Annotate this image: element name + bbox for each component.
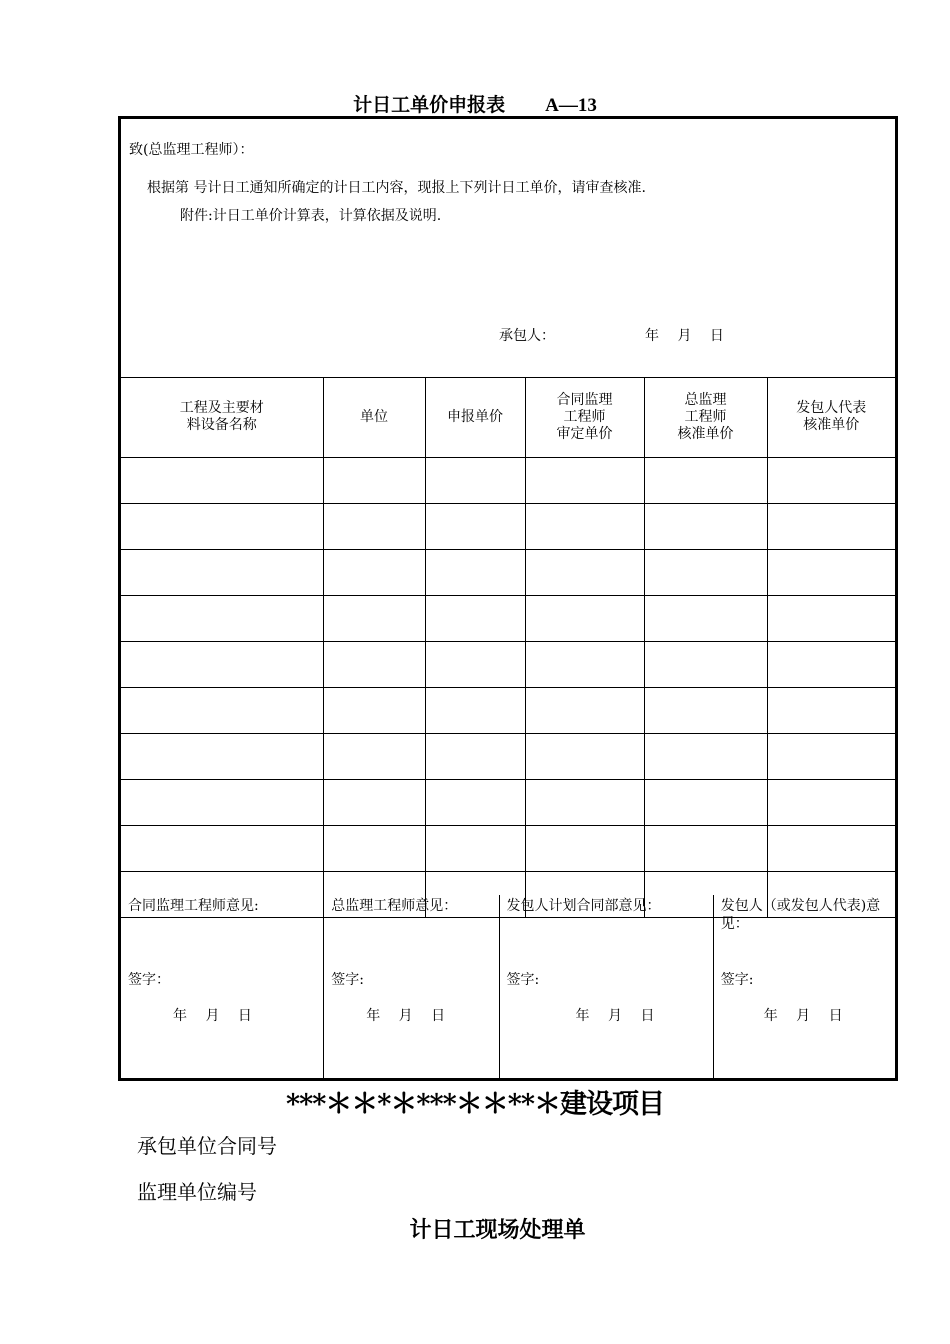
opinion-section bbox=[121, 895, 895, 1078]
table-cell[interactable] bbox=[644, 688, 767, 734]
opinion-date: 年 月 日 bbox=[173, 1008, 252, 1024]
column-header-line: 工程师 bbox=[563, 408, 606, 425]
table-row bbox=[121, 504, 895, 550]
column-header-1 bbox=[121, 377, 323, 458]
opinion-date: 年 月 日 bbox=[366, 1008, 446, 1024]
unit-price-table bbox=[121, 377, 895, 918]
table-cell[interactable] bbox=[425, 688, 525, 734]
column-header-line: 工程及主要材 bbox=[179, 400, 264, 416]
table-cell[interactable] bbox=[767, 596, 895, 642]
opinion-signature-label: 签字: bbox=[506, 972, 540, 988]
column-header-line: 申报单价 bbox=[447, 408, 503, 425]
column-header-4 bbox=[525, 377, 644, 458]
contractor-label: 承包人： bbox=[499, 328, 555, 344]
column-header-6 bbox=[767, 377, 895, 458]
table-cell[interactable] bbox=[525, 734, 644, 780]
opinion-title: 发包人（或发包人代表)意见： bbox=[720, 898, 881, 932]
table-cell[interactable] bbox=[644, 642, 767, 688]
table-row bbox=[121, 596, 895, 642]
table-cell[interactable] bbox=[323, 550, 425, 596]
addressee: 致(总监理工程师）： bbox=[129, 142, 254, 158]
table-cell[interactable] bbox=[121, 642, 323, 688]
column-header-line: 料设备名称 bbox=[186, 417, 257, 433]
contractor-signature-line bbox=[499, 325, 724, 345]
table-cell[interactable] bbox=[767, 688, 895, 734]
table-cell[interactable] bbox=[644, 596, 767, 642]
table-row bbox=[121, 734, 895, 780]
table-cell[interactable] bbox=[425, 458, 525, 504]
column-header-line: 核准单价 bbox=[803, 417, 860, 433]
opinion-box-3[interactable] bbox=[500, 895, 714, 1078]
table-cell[interactable] bbox=[425, 504, 525, 550]
supervision-number-label: 监理单位编号 bbox=[137, 1180, 257, 1204]
table-cell[interactable] bbox=[121, 734, 323, 780]
table-cell[interactable] bbox=[644, 826, 767, 872]
table-row bbox=[121, 826, 895, 872]
table-cell[interactable] bbox=[323, 780, 425, 826]
table-cell[interactable] bbox=[425, 550, 525, 596]
application-form bbox=[118, 116, 898, 1081]
form-title bbox=[0, 90, 950, 117]
table-cell[interactable] bbox=[767, 550, 895, 596]
table-cell[interactable] bbox=[323, 688, 425, 734]
table-cell[interactable] bbox=[323, 596, 425, 642]
table-cell[interactable] bbox=[525, 688, 644, 734]
table-cell[interactable] bbox=[323, 504, 425, 550]
contractor-date: 年 月 日 bbox=[645, 328, 724, 344]
table-row bbox=[121, 550, 895, 596]
opinion-title: 总监理工程师意见： bbox=[331, 898, 458, 914]
column-header-line: 合同监理 bbox=[556, 391, 613, 408]
table-cell[interactable] bbox=[525, 780, 644, 826]
column-header-3 bbox=[425, 377, 525, 458]
table-cell[interactable] bbox=[525, 596, 644, 642]
column-header-line: 单位 bbox=[360, 408, 388, 425]
table-header-row bbox=[121, 377, 895, 458]
table-cell[interactable] bbox=[425, 780, 525, 826]
opinion-signature-label: 签字: bbox=[331, 972, 364, 988]
table-cell[interactable] bbox=[121, 504, 323, 550]
table-cell[interactable] bbox=[767, 780, 895, 826]
request-text: 根据第 号计日工通知所确定的计日工内容，现报上下列计日工单价，请审查核准. bbox=[147, 180, 646, 196]
table-cell[interactable] bbox=[767, 734, 895, 780]
site-handling-title: 计日工现场处理单 bbox=[409, 1217, 586, 1243]
column-header-line: 发包人代表 bbox=[796, 400, 867, 416]
table-row bbox=[121, 458, 895, 504]
table-cell[interactable] bbox=[525, 642, 644, 688]
table-cell[interactable] bbox=[644, 550, 767, 596]
table-cell[interactable] bbox=[767, 826, 895, 872]
column-header-line: 工程师 bbox=[684, 408, 727, 425]
table-row bbox=[121, 688, 895, 734]
opinion-box-2[interactable] bbox=[324, 895, 499, 1078]
table-cell[interactable] bbox=[425, 734, 525, 780]
column-header-line: 总监理 bbox=[684, 391, 727, 408]
form-title-text: 计日工单价申报表 bbox=[353, 94, 506, 116]
table-cell[interactable] bbox=[525, 550, 644, 596]
project-title: ***＊＊*＊***＊＊**＊建设项目 bbox=[285, 1089, 665, 1120]
request-section bbox=[121, 119, 895, 378]
table-cell[interactable] bbox=[767, 458, 895, 504]
table-cell[interactable] bbox=[323, 458, 425, 504]
table-cell[interactable] bbox=[121, 780, 323, 826]
table-cell[interactable] bbox=[121, 550, 323, 596]
table-row bbox=[121, 780, 895, 826]
table-cell[interactable] bbox=[644, 504, 767, 550]
attachment-text: 附件:计日工单价计算表，计算依据及说明. bbox=[180, 208, 442, 224]
table-cell[interactable] bbox=[121, 596, 323, 642]
table-cell[interactable] bbox=[121, 688, 323, 734]
table-cell[interactable] bbox=[525, 826, 644, 872]
table-cell[interactable] bbox=[767, 504, 895, 550]
table-row bbox=[121, 642, 895, 688]
table-cell[interactable] bbox=[644, 734, 767, 780]
table-cell[interactable] bbox=[644, 780, 767, 826]
column-header-line: 审定单价 bbox=[556, 425, 613, 442]
column-header-line: 核准单价 bbox=[677, 425, 734, 442]
table-cell[interactable] bbox=[323, 826, 425, 872]
form-code: A—13 bbox=[545, 95, 597, 116]
opinion-signature-label: 签字： bbox=[128, 972, 170, 988]
column-header-2 bbox=[323, 377, 425, 458]
opinion-title: 发包人计划合同部意见： bbox=[506, 898, 661, 914]
opinion-date: 年 月 日 bbox=[763, 1008, 843, 1024]
table-cell[interactable] bbox=[425, 642, 525, 688]
opinion-title: 合同监理工程师意见: bbox=[128, 898, 259, 914]
table-cell[interactable] bbox=[323, 642, 425, 688]
table-cell[interactable] bbox=[323, 734, 425, 780]
opinion-date: 年 月 日 bbox=[575, 1008, 655, 1024]
table-cell[interactable] bbox=[121, 826, 323, 872]
table-cell[interactable] bbox=[425, 596, 525, 642]
table-cell[interactable] bbox=[525, 458, 644, 504]
opinion-box-1[interactable] bbox=[121, 895, 324, 1078]
table-cell[interactable] bbox=[644, 458, 767, 504]
table-cell[interactable] bbox=[425, 826, 525, 872]
opinion-box-4[interactable] bbox=[714, 895, 895, 1078]
table-cell[interactable] bbox=[767, 642, 895, 688]
column-header-5 bbox=[644, 377, 767, 458]
table-cell[interactable] bbox=[121, 458, 323, 504]
table-cell[interactable] bbox=[525, 504, 644, 550]
opinion-signature-label: 签字: bbox=[720, 972, 754, 988]
table-body bbox=[121, 458, 895, 918]
contract-number-label: 承包单位合同号 bbox=[137, 1134, 277, 1158]
